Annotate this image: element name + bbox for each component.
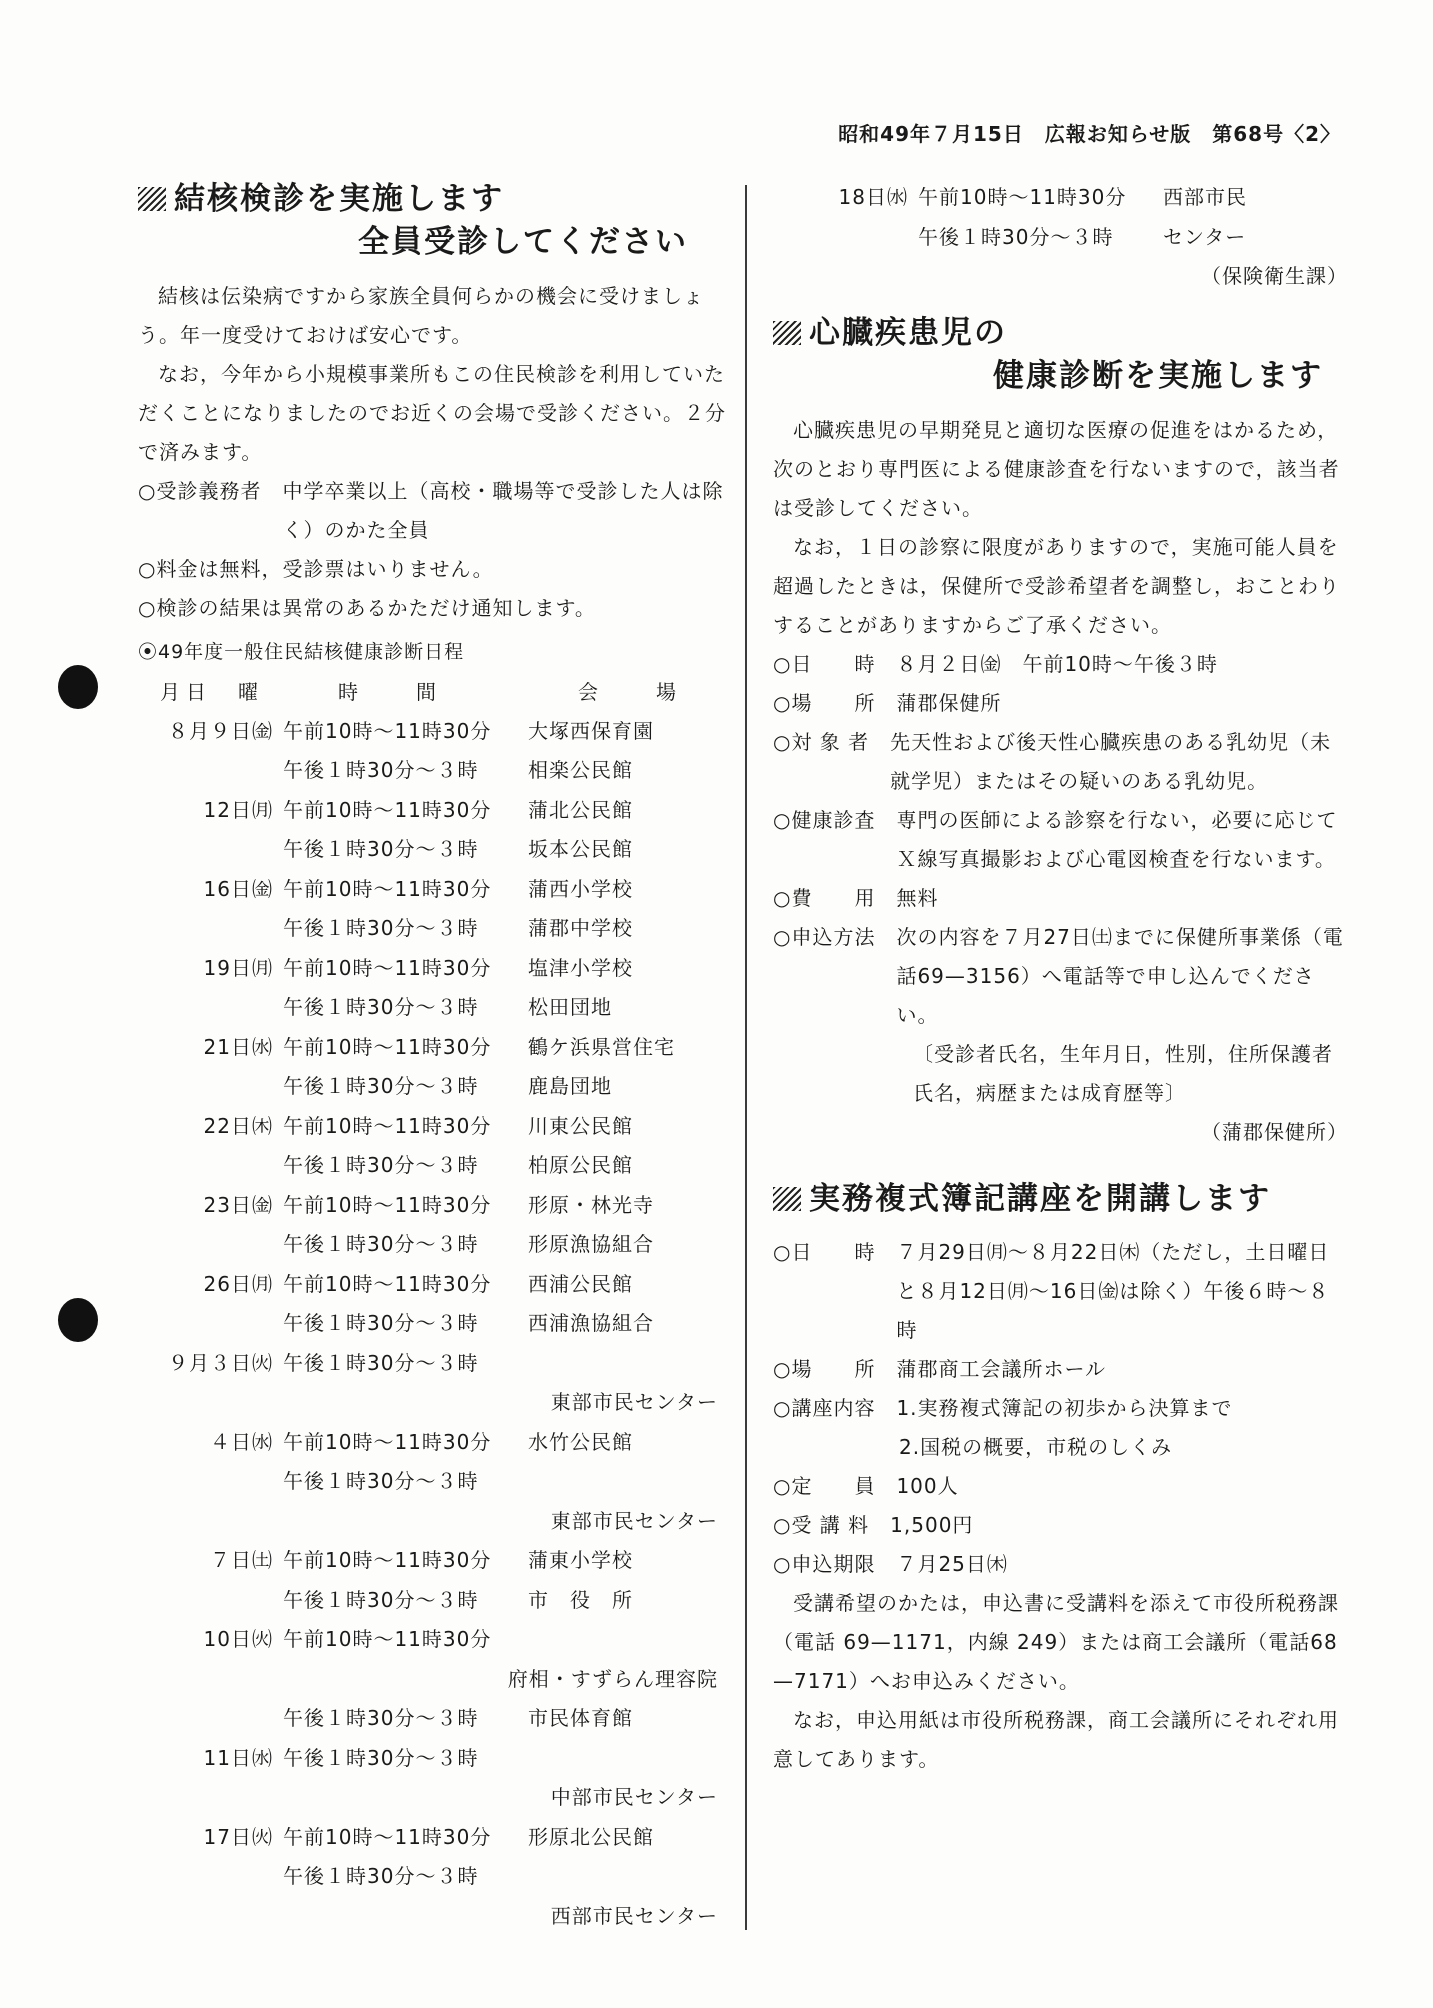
bk-item — [773, 1467, 1348, 1506]
schedule-date: 22日㈭ — [203, 1113, 273, 1138]
schedule-row — [138, 791, 728, 831]
schedule-time: 午後１時30分〜３時 — [283, 758, 479, 783]
schedule-time: 午後１時30分〜３時 — [283, 995, 479, 1020]
schedule-date: 26日㈪ — [203, 1271, 273, 1296]
binder-hole-upper — [58, 665, 98, 709]
schedule-venue — [528, 1462, 728, 1502]
heart-item — [773, 723, 1348, 801]
tb-title-line1: 結核検診を実施します — [138, 178, 728, 221]
heart-dept: （蒲郡保健所） — [1201, 1119, 1348, 1144]
right-column — [773, 178, 1348, 1779]
schedule-venue: 市民体育館 — [528, 1706, 633, 1731]
bk-item-text: ７月25日㈭ — [896, 1552, 1008, 1577]
schedule-venue: センター — [1163, 224, 1247, 249]
heart-item-label: ○健康診査 — [773, 807, 897, 832]
tb-title-line2: 全員受診してください — [358, 224, 688, 261]
schedule-date: 16日㈮ — [203, 876, 273, 901]
bk-title-line: 実務複式簿記講座を開講します — [773, 1178, 1348, 1221]
schedule-row — [138, 1225, 728, 1265]
heart-para: 心臓疾患児の早期発見と適切な医療の促進をはかるため，次のとおり専門医による健康診査を行ないますので，該当者は受診してください。 — [773, 417, 1340, 520]
heart-note: 〔受診者氏名，生年月日，性別，住所保護者氏名，病歴または成育歴等〕 — [913, 1041, 1333, 1105]
binder-hole-lower — [58, 1298, 98, 1342]
heart-item — [773, 645, 1348, 684]
left-column — [138, 178, 728, 1936]
tb-item: ○検診の結果は異常のあるかただけ通知します。 — [138, 595, 596, 620]
heart-item — [773, 684, 1348, 723]
schedule-time: 午前10時〜11時30分 — [283, 1113, 492, 1138]
bk-item-label: ○講座内容 — [773, 1396, 897, 1421]
schedule-table — [138, 712, 728, 1937]
schedule-time: 午後１時30分〜３時 — [918, 224, 1114, 249]
schedule-date: 12日㈪ — [203, 797, 273, 822]
schedule-venue-overflow: 東部市民センター — [550, 1390, 718, 1415]
schedule-time: 午前10時〜11時30分 — [283, 797, 492, 822]
schedule-title: ⦿49年度一般住民結核健康診断日程 — [138, 640, 465, 663]
schedule-row — [138, 988, 728, 1028]
heart-item — [773, 879, 1348, 918]
heart-item — [773, 801, 1348, 879]
bk-item-text: ７月29日㈪〜８月22日㈭（ただし，土日曜日と８月12日㈪〜16日㈮は除く）午後６時〜８時 — [896, 1240, 1330, 1343]
schedule-date — [138, 909, 283, 949]
tb-item: ○料金は無料，受診票はいりません。 — [138, 556, 494, 581]
bk-item — [773, 1233, 1348, 1350]
bk-item-label: ○申込期限 — [773, 1552, 897, 1577]
bk-item — [773, 1506, 1348, 1545]
schedule-venue: 形原北公民館 — [528, 1824, 654, 1849]
heart-item — [773, 918, 1348, 1035]
schedule-time: 午後１時30分〜３時 — [283, 916, 479, 941]
schedule-continuation — [773, 178, 1348, 257]
bk-item-text: 1,500円 — [890, 1513, 974, 1538]
schedule-date — [138, 988, 283, 1028]
schedule-row — [138, 1146, 728, 1186]
schedule-time: 午前10時〜11時30分 — [283, 1192, 492, 1217]
schedule-venue: 坂本公民館 — [528, 837, 633, 862]
tb-dept: （保険衛生課） — [1201, 264, 1348, 288]
schedule-row — [138, 712, 728, 752]
schedule-date — [138, 1857, 283, 1897]
schedule-row — [138, 1699, 728, 1739]
schedule-date: ８月９日㈮ — [168, 718, 273, 743]
schedule-row — [138, 751, 728, 791]
schedule-time: 午後１時30分〜３時 — [283, 1587, 479, 1612]
schedule-row — [138, 830, 728, 870]
column-divider — [745, 185, 747, 1930]
hatch-mark-icon — [773, 1187, 801, 1211]
schedule-date — [138, 1699, 283, 1739]
schedule-date — [138, 1462, 283, 1502]
bk-item-text: 蒲郡商工会議所ホール — [896, 1357, 1107, 1382]
schedule-row — [138, 1067, 728, 1107]
bk-item-label: ○場 所 — [773, 1357, 897, 1382]
bk-item-label: ○日 時 — [773, 1240, 897, 1265]
heart-item-label: ○対 象 者 — [773, 729, 891, 754]
schedule-row — [138, 1857, 728, 1897]
schedule-venue — [528, 1620, 728, 1660]
schedule-date: 23日㈮ — [203, 1192, 273, 1217]
schedule-time: 午後１時30分〜３時 — [283, 1232, 479, 1257]
bk-item-label: ○受 講 料 — [773, 1513, 891, 1538]
bk-items — [773, 1233, 1348, 1584]
schedule-time: 午前10時〜11時30分 — [283, 718, 492, 743]
schedule-venue: 形原・林光寺 — [528, 1192, 654, 1217]
schedule-time: 午前10時〜11時30分 — [283, 1548, 492, 1573]
schedule-venue — [528, 1344, 728, 1384]
schedule-venue: 鹿島団地 — [528, 1074, 612, 1099]
schedule-row — [138, 1344, 728, 1384]
schedule-time: 午後１時30分〜３時 — [283, 837, 479, 862]
schedule-row — [138, 1186, 728, 1226]
schedule-venue-overflow: 東部市民センター — [550, 1508, 718, 1533]
heart-items — [773, 645, 1348, 1035]
heart-item-label: ○費 用 — [773, 885, 897, 910]
schedule-time: 午後１時30分〜３時 — [283, 1153, 479, 1178]
heart-title-line1: 心臓疾患児の — [773, 312, 1348, 355]
schedule-date: 10日㈫ — [203, 1627, 273, 1652]
heart-item-label: ○日 時 — [773, 651, 897, 676]
schedule-header — [138, 672, 728, 712]
schedule-time: 午後１時30分〜３時 — [283, 1864, 479, 1889]
schedule-time: 午前10時〜11時30分 — [283, 1429, 492, 1454]
schedule-date — [138, 1225, 283, 1265]
schedule-time: 午前10時〜11時30分 — [283, 955, 492, 980]
schedule-venue: 西部市民 — [1163, 185, 1247, 209]
schedule-header-date: 月日 曜 — [160, 679, 264, 704]
schedule-venue — [528, 1857, 728, 1897]
schedule-row — [138, 1620, 728, 1660]
schedule-row — [138, 1818, 728, 1858]
schedule-time: 午後１時30分〜３時 — [283, 1706, 479, 1731]
schedule-venue: 鶴ケ浜県営住宅 — [528, 1034, 675, 1059]
heart-title-line2: 健康診断を実施します — [993, 358, 1323, 395]
schedule-venue: 西浦漁協組合 — [528, 1311, 654, 1336]
schedule-venue: 川東公民館 — [528, 1113, 633, 1138]
schedule-venue: 蒲北公民館 — [528, 797, 633, 822]
schedule-date — [138, 830, 283, 870]
bk-item-text: 100人 — [896, 1474, 959, 1499]
schedule-row — [138, 1028, 728, 1068]
schedule-venue: 市 役 所 — [528, 1587, 633, 1612]
schedule-date: 11日㈬ — [203, 1745, 273, 1770]
bk-item — [773, 1350, 1348, 1389]
schedule-row — [138, 1304, 728, 1344]
schedule-date: 18日㈬ — [838, 185, 908, 209]
schedule-date — [138, 1146, 283, 1186]
schedule-date: 21日㈬ — [203, 1034, 273, 1059]
schedule-venue-overflow: 中部市民センター — [550, 1785, 718, 1810]
bk-item-label — [773, 1428, 899, 1467]
bk-item-label: ○定 員 — [773, 1474, 897, 1499]
heart-item-text: 専門の医師による診察を行ない，必要に応じてＸ線写真撮影および心電図検査を行ないます。 — [896, 807, 1338, 871]
schedule-time: 午後１時30分〜３時 — [283, 1745, 479, 1770]
heart-title — [773, 312, 1348, 399]
schedule-time: 午前10時〜11時30分 — [283, 1034, 492, 1059]
schedule-venue: 西浦公民館 — [528, 1271, 633, 1296]
bk-para: なお，申込用紙は市役所税務課，商工会議所にそれぞれ用意してあります。 — [773, 1708, 1339, 1772]
tb-para: なお，今年から小規模事業所もこの住民検診を利用していただくことになりましたのでお近くの会場で受診ください。２分で済みます。 — [138, 361, 726, 464]
schedule-venue-overflow: 府相・すずらん理容院 — [507, 1666, 718, 1691]
schedule-row — [138, 1581, 728, 1621]
schedule-date — [138, 1067, 283, 1107]
schedule-time: 午前10時〜11時30分 — [283, 1627, 492, 1652]
schedule-row — [773, 178, 1348, 218]
schedule-row — [138, 909, 728, 949]
schedule-row — [773, 218, 1348, 258]
schedule-date: ７日㈯ — [210, 1548, 273, 1573]
hatch-mark-icon — [138, 187, 166, 211]
schedule-date: 19日㈪ — [203, 955, 273, 980]
bk-title — [773, 1178, 1348, 1221]
schedule-venue: 柏原公民館 — [528, 1153, 633, 1178]
schedule-row — [138, 870, 728, 910]
bk-item-text: 2.国税の概要，市税のしくみ — [899, 1435, 1173, 1460]
bk-item-text: 1.実務複式簿記の初歩から決算まで — [896, 1396, 1233, 1421]
schedule-time: 午前10時〜11時30分 — [283, 1824, 492, 1849]
schedule-time: 午後１時30分〜３時 — [283, 1074, 479, 1099]
schedule-row — [138, 949, 728, 989]
schedule-row — [138, 1462, 728, 1502]
schedule-row — [138, 1107, 728, 1147]
schedule-time: 午後１時30分〜３時 — [283, 1311, 479, 1336]
schedule-venue-overflow: 西部市民センター — [550, 1903, 718, 1928]
heart-item-label: ○申込方法 — [773, 924, 897, 949]
schedule-venue — [528, 1739, 728, 1779]
heart-item-text: ８月２日㈮ 午前10時〜午後３時 — [896, 651, 1218, 676]
schedule-row — [138, 1265, 728, 1305]
heart-para: なお，１日の診察に限度がありますので，実施可能人員を超過したときは，保健所で受診希望者を調整し，おことわりすることがありますからご了承ください。 — [773, 534, 1340, 637]
heart-item-text: 蒲郡保健所 — [896, 690, 1002, 715]
schedule-date — [773, 218, 918, 258]
schedule-date: 17日㈫ — [203, 1824, 273, 1849]
schedule-venue: 形原漁協組合 — [528, 1232, 654, 1257]
heart-item-text: 次の内容を７月27日㈯までに保健所事業係（電話69—3156）へ電話等で申し込んでください。 — [896, 924, 1344, 1027]
hatch-mark-icon — [773, 321, 801, 345]
tb-item: ○受診義務者 中学卒業以上（高校・職場等で受診した人は除く）のかた全員 — [138, 478, 724, 542]
schedule-venue: 塩津小学校 — [528, 955, 633, 980]
schedule-venue: 蒲西小学校 — [528, 876, 633, 901]
bk-item — [773, 1545, 1348, 1584]
page-header: 昭和49年７月15日 広報お知らせ版 第68号〈2〉 — [838, 122, 1341, 146]
bk-item — [773, 1389, 1348, 1428]
bk-item — [773, 1428, 1348, 1467]
heart-item-text: 先天性および後天性心臓疾患のある乳幼児（未就学児）またはその疑いのある乳幼児。 — [890, 729, 1332, 793]
schedule-row — [138, 1739, 728, 1779]
schedule-venue: 蒲東小学校 — [528, 1548, 633, 1573]
schedule-row — [138, 1541, 728, 1581]
schedule-venue: 蒲郡中学校 — [528, 916, 633, 941]
schedule-time: 午前10時〜11時30分 — [283, 876, 492, 901]
schedule-venue: 松田団地 — [528, 995, 612, 1020]
schedule-header-time: 時 間 — [338, 679, 442, 704]
tb-para: 結核は伝染病ですから家族全員何らかの機会に受けましょう。年一度受けておけば安心です。 — [138, 283, 704, 347]
bk-para: 受講希望のかたは，申込書に受講料を添えて市役所税務課（電話 69—1171，内線 249）または商工会議所（電話68—7171）へお申込みください。 — [773, 1591, 1339, 1694]
schedule-date: ９月３日㈫ — [168, 1350, 273, 1375]
schedule-time: 午前10時〜11時30分 — [283, 1271, 492, 1296]
schedule-date — [138, 751, 283, 791]
schedule-row — [138, 1423, 728, 1463]
heart-item-text: 無料 — [896, 885, 939, 910]
schedule-time: 午後１時30分〜３時 — [283, 1469, 479, 1494]
schedule-time: 午後１時30分〜３時 — [283, 1350, 479, 1375]
heart-item-label: ○場 所 — [773, 690, 897, 715]
schedule-time: 午前10時〜11時30分 — [918, 185, 1127, 209]
schedule-date — [138, 1581, 283, 1621]
schedule-date — [138, 1304, 283, 1344]
schedule-header-venue: 会 場 — [578, 679, 682, 704]
schedule-venue: 水竹公民館 — [528, 1429, 633, 1454]
schedule-venue: 相楽公民館 — [528, 758, 633, 783]
tb-title — [138, 178, 728, 265]
schedule-date: ４日㈬ — [210, 1429, 273, 1454]
schedule-venue: 大塚西保育園 — [528, 718, 654, 743]
